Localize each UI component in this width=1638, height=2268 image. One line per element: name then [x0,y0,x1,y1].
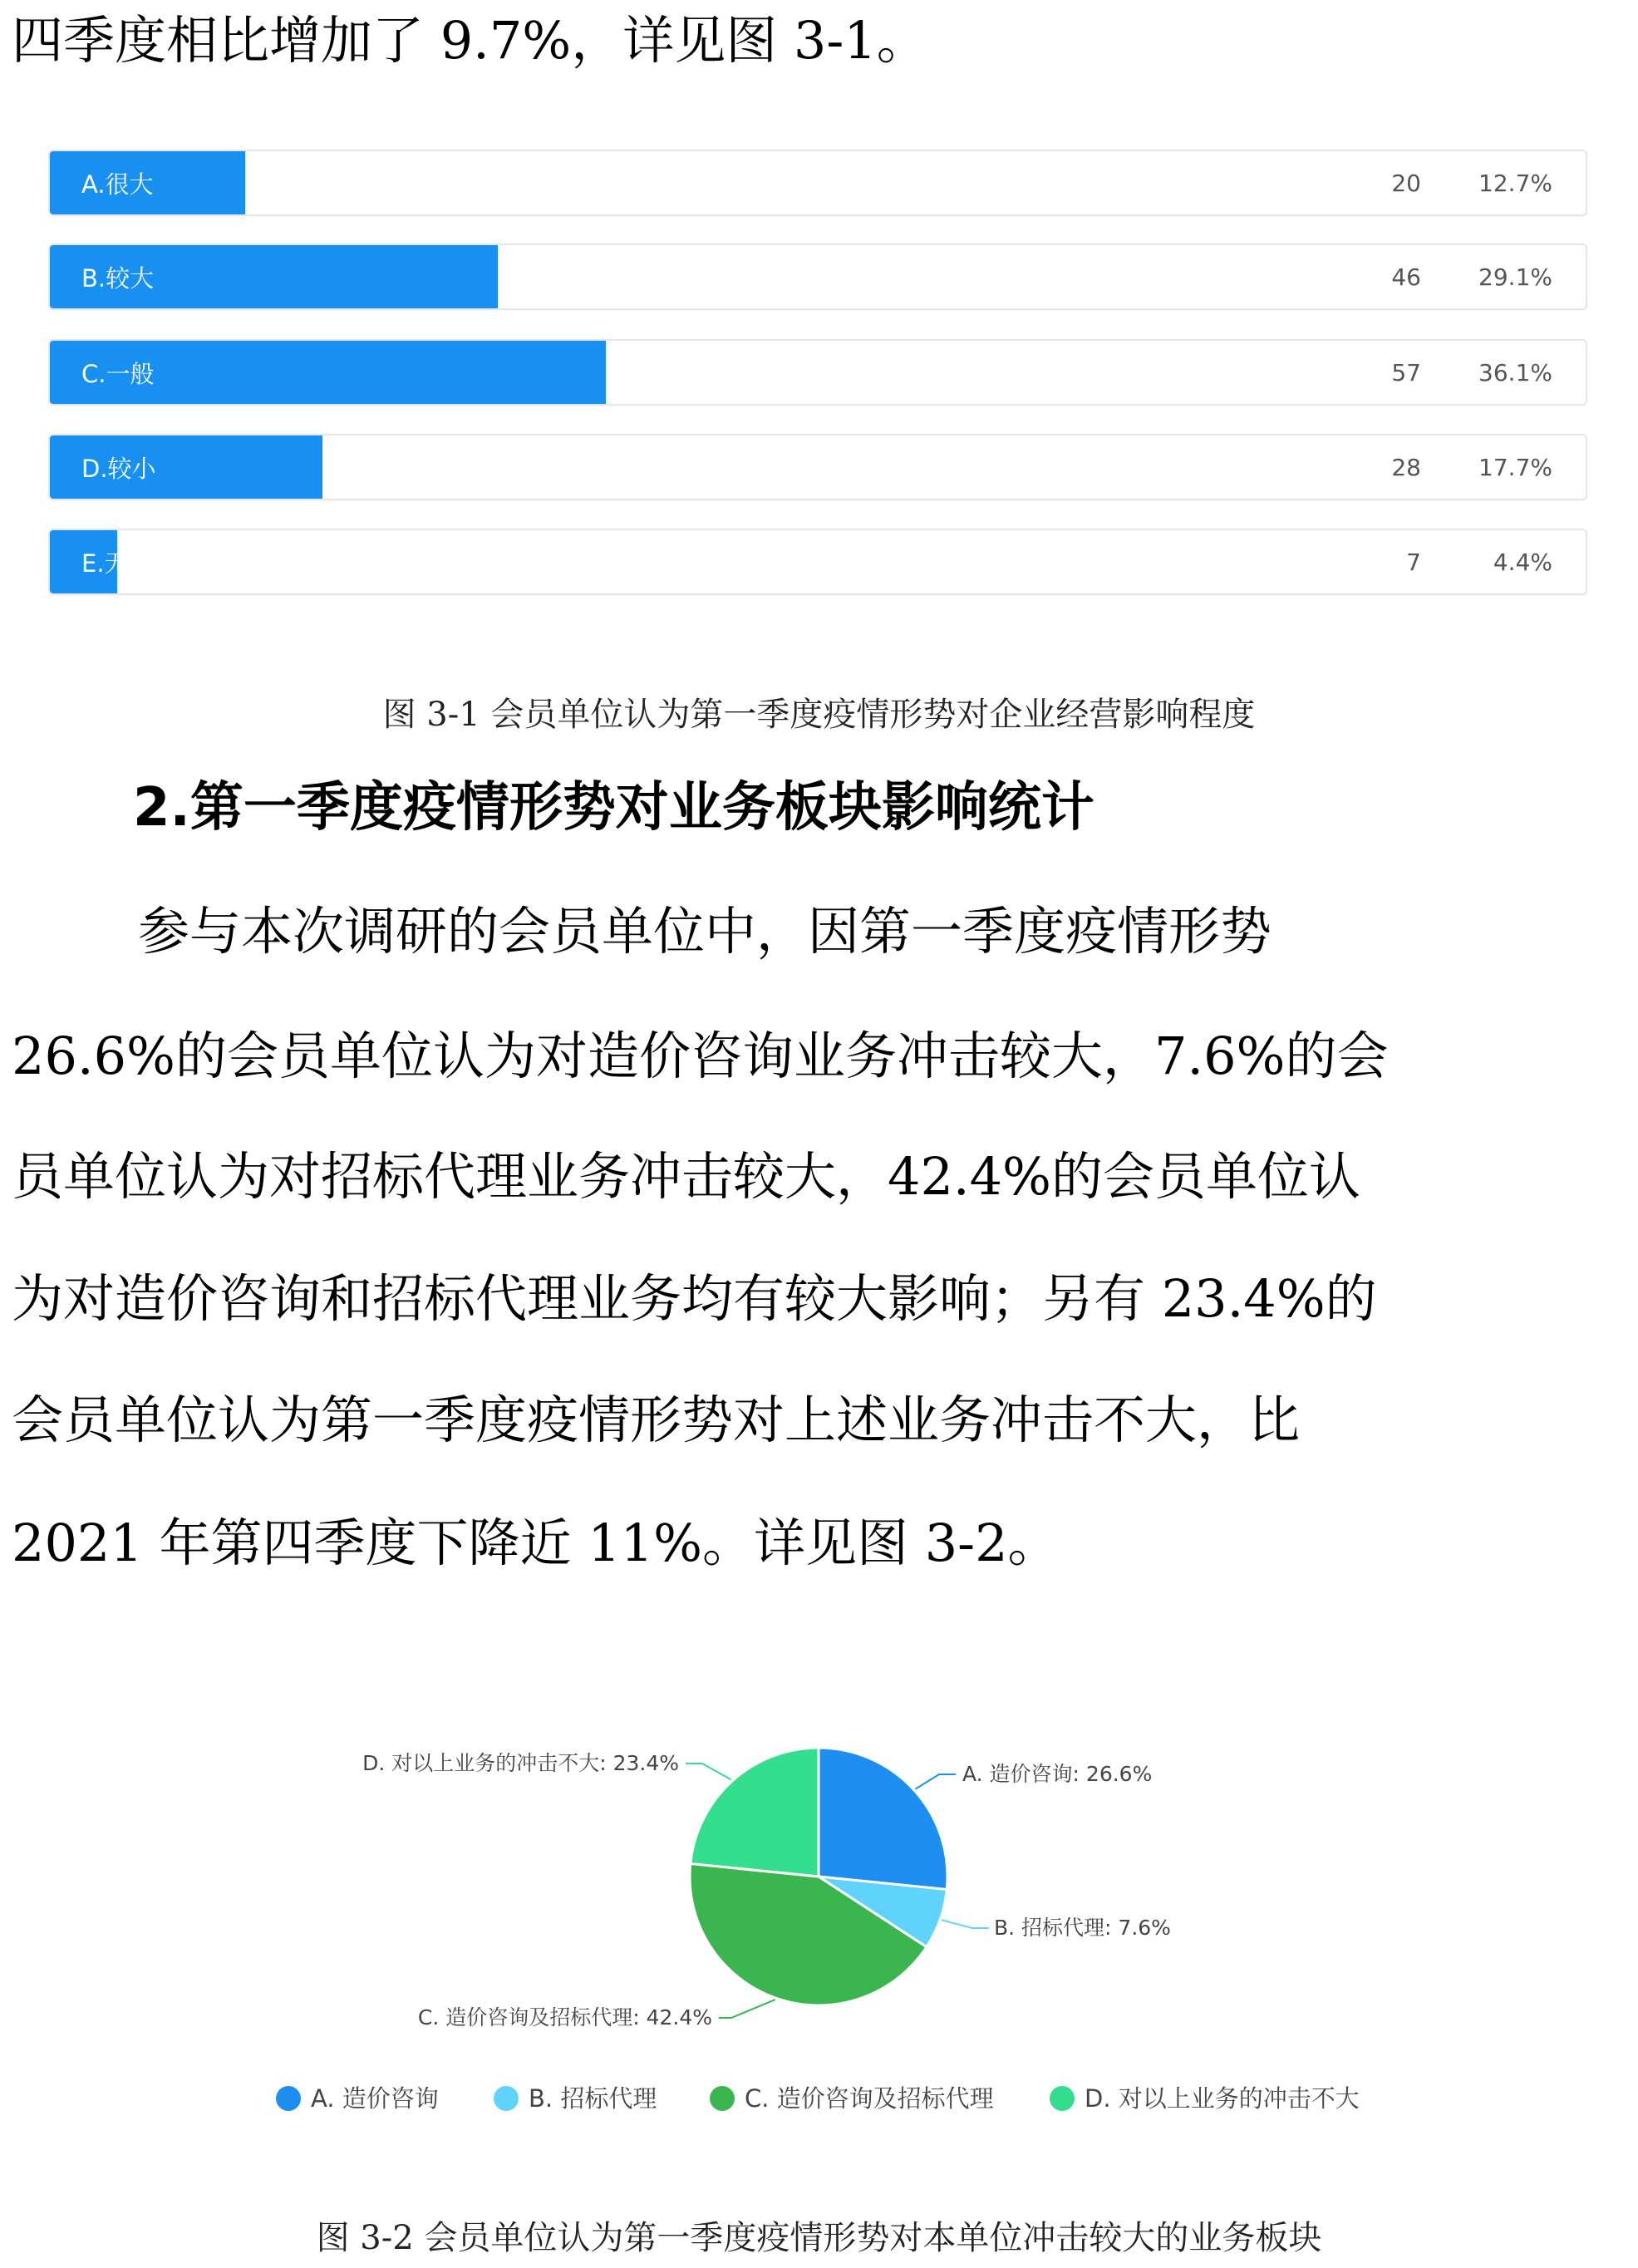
paragraph-line-5: 会员单位认为第一季度疫情形势对上述业务冲击不大，比 [12,1390,1301,1450]
paragraph-line-1: 参与本次调研的会员单位中，因第一季度疫情形势 [138,901,1272,962]
legend-swatch [710,2086,735,2111]
bar-percent-label: 36.1% [1478,358,1552,386]
bar-row [48,339,1587,406]
bar-count-label: 28 [1391,453,1421,481]
bar-row [48,529,1587,595]
pie-slice-label: D. 对以上业务的冲击不大: 23.4% [362,1751,679,1775]
bar-count-label: 20 [1391,169,1421,197]
bar-row [48,150,1587,216]
figure-3-2-pie-chart [0,1729,1638,2194]
pie-slice-label: B. 招标代理: 7.6% [994,1916,1171,1940]
pie-leader-line [942,1920,989,1928]
bar-category-label: D.较小 [81,454,156,483]
legend-swatch [494,2086,519,2111]
bar-category-label: A.很大 [81,170,154,199]
bar-percent-label: 12.7% [1478,169,1552,197]
figure-3-2-caption: 图 3-2 会员单位认为第一季度疫情形势对本单位冲击较大的业务板块 [316,2219,1322,2257]
legend-swatch [276,2086,301,2111]
pie-leader-line [915,1774,956,1789]
bar-row [48,434,1587,500]
bar-category-label: E.无影响 [81,549,177,578]
bar-category-label: B.较大 [81,263,155,293]
bar-percent-label: 17.7% [1478,453,1552,481]
legend-label: D. 对以上业务的冲击不大 [1085,2084,1360,2113]
pie-slice [819,1748,947,1890]
legend-label: A. 造价咨询 [311,2084,439,2113]
legend-label: B. 招标代理 [529,2084,657,2113]
pie-slice-label: C. 造价咨询及招标代理: 42.4% [417,2005,712,2029]
pie-leader-line [686,1764,731,1780]
section-heading: 2.第一季度疫情形势对业务板块影响统计 [133,777,1094,839]
bar-count-label: 57 [1391,358,1421,386]
intro-line: 四季度相比增加了 9.7%，详见图 3-1。 [12,10,928,71]
legend-label: C. 造价咨询及招标代理 [745,2084,994,2113]
pie-leader-line [719,2000,775,2018]
bar-percent-label: 4.4% [1493,548,1552,576]
paragraph-line-2: 26.6%的会员单位认为对造价咨询业务冲击较大，7.6%的会 [12,1026,1389,1086]
paragraph-line-3: 员单位认为对招标代理业务冲击较大，42.4%的会员单位认 [12,1146,1360,1207]
bar-percent-label: 29.1% [1478,263,1552,291]
paragraph-line-6: 2021 年第四季度下降近 11%。详见图 3-2。 [12,1513,1060,1573]
figure-3-1-caption: 图 3-1 会员单位认为第一季度疫情形势对企业经营影响程度 [382,696,1256,734]
paragraph-line-4: 为对造价咨询和招标代理业务均有较大影响；另有 23.4%的 [12,1268,1377,1329]
bar-count-label: 7 [1406,548,1421,576]
bar-row [48,244,1587,310]
bar-count-label: 46 [1391,263,1421,291]
bar-category-label: C.一般 [81,359,155,388]
legend-swatch [1050,2086,1075,2111]
pie-slice-label: A. 造价咨询: 26.6% [962,1762,1153,1786]
